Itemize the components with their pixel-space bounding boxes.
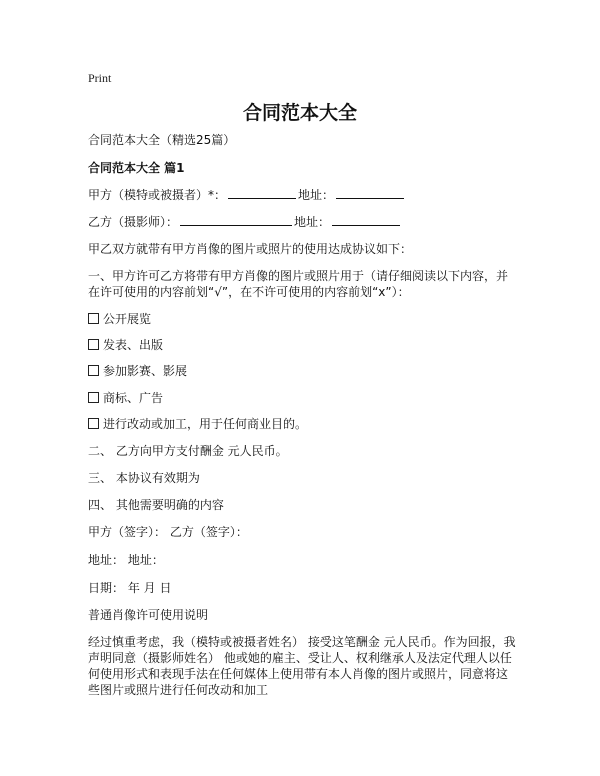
party-a-address-blank — [336, 190, 404, 199]
option-item — [88, 390, 163, 406]
checkbox-icon — [88, 313, 99, 324]
option-item — [88, 363, 187, 379]
option-label: 发表、出版 — [103, 338, 164, 352]
checkbox-icon — [88, 392, 99, 403]
option-item — [88, 337, 163, 353]
party-b-address-blank — [332, 217, 400, 226]
explanation-heading: 普通肖像许可使用说明 — [88, 608, 209, 622]
party-b-label: 乙方（摄影师）： — [88, 215, 179, 229]
subtitle: 合同范本大全（精选25篇） — [88, 133, 236, 147]
clause-2: 二、 乙方向甲方支付酬金 元人民币。 — [88, 444, 288, 458]
party-a-label: 甲方（模特或被摄者）*： — [88, 188, 227, 202]
explanation-body: 经过慎重考虑，我（模特或被摄者姓名） 接受这笔酬金 元人民币。作为回报，我声明同意（摄影师姓名） 他或她的雇主、受让人、权利继承人及法定代理人以任何使用形式和表现手法在任何媒体上使用带有本人肖像的图片或照片，同意将这些图片或照片进行任何改动和加工 — [88, 635, 516, 697]
page-title: 合同范本大全 — [242, 102, 357, 124]
party-a-blank — [228, 190, 296, 199]
intro-text: 甲乙双方就带有甲方肖像的图片或照片的使用达成协议如下： — [88, 242, 413, 256]
option-label: 公开展览 — [103, 312, 152, 326]
date-line: 日期： 年 月 日 — [88, 581, 172, 595]
address-line: 地址： 地址： — [88, 553, 164, 567]
party-a-address-label: 地址： — [298, 188, 335, 202]
party-b-address-label: 地址： — [294, 215, 331, 229]
clause-4: 四、 其他需要明确的内容 — [88, 498, 224, 512]
checkbox-icon — [88, 365, 99, 376]
party-a-line — [88, 187, 406, 203]
party-b-line — [88, 214, 402, 230]
party-b-blank — [180, 217, 292, 226]
option-item — [88, 311, 151, 327]
print-link[interactable]: Print — [88, 71, 112, 85]
section-heading: 合同范本大全 篇1 — [88, 161, 185, 175]
checkbox-icon — [88, 339, 99, 350]
clause-3: 三、 本协议有效期为 — [88, 471, 200, 485]
checkbox-icon — [88, 418, 99, 429]
clause-1: 一、甲方许可乙方将带有甲方肖像的图片或照片用于（请仔细阅读以下内容，并在许可使用的内容前划“√”，在不许可使用的内容前划“x”）： — [88, 269, 509, 299]
option-label: 商标、广告 — [103, 391, 164, 405]
option-item — [88, 416, 307, 432]
signature-line: 甲方（签字）： 乙方（签字）： — [88, 525, 248, 539]
option-label: 进行改动或加工，用于任何商业目的。 — [103, 417, 308, 431]
option-label: 参加影赛、影展 — [103, 364, 188, 378]
